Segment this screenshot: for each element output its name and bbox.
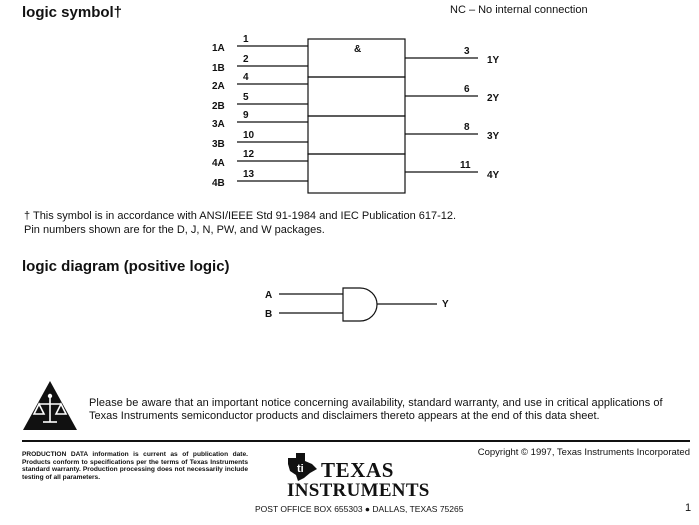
notice-line-1: Please be aware that an important notice concerning availability, standard warranty, and use in critical applications of bbox=[89, 397, 663, 409]
gate-box-2 bbox=[308, 77, 405, 116]
pin-6: 6 bbox=[464, 84, 470, 95]
pin-13: 13 bbox=[243, 169, 255, 180]
gate-symbol: & bbox=[354, 44, 362, 55]
and-gate-shape bbox=[343, 288, 377, 321]
label-3a: 3A bbox=[212, 119, 225, 130]
footer-rule bbox=[22, 440, 690, 442]
copyright: Copyright © 1997, Texas Instruments Incorporated bbox=[477, 447, 690, 458]
svg-text:ti: ti bbox=[297, 463, 304, 475]
address: POST OFFICE BOX 655303 ● DALLAS, TEXAS 75265 bbox=[255, 504, 464, 514]
label-4b: 4B bbox=[212, 178, 225, 189]
label-2b: 2B bbox=[212, 101, 225, 112]
gate-box-3 bbox=[308, 116, 405, 154]
label-1b: 1B bbox=[212, 63, 225, 74]
pin-12: 12 bbox=[243, 149, 255, 160]
ti-logo-icon bbox=[286, 452, 320, 482]
brand-texas: TEXAS bbox=[321, 458, 395, 482]
logic-symbol-diagram bbox=[0, 0, 699, 200]
input-a-label: A bbox=[265, 290, 273, 301]
label-4y: 4Y bbox=[487, 170, 500, 181]
label-2a: 2A bbox=[212, 81, 225, 92]
logic-symbol-heading: logic symbol† bbox=[22, 4, 123, 21]
production-data-note: PRODUCTION DATA information is current as of publication date. Products conform to specifications per the terms of Texas Instruments standard warranty. Production processing does not necessarily include testing of all parameters. bbox=[22, 451, 248, 481]
label-1a: 1A bbox=[212, 43, 225, 54]
and-gate-diagram bbox=[0, 280, 699, 330]
label-3y: 3Y bbox=[487, 131, 500, 142]
pin-2: 2 bbox=[243, 54, 249, 65]
pin-4: 4 bbox=[243, 72, 249, 83]
input-b-label: B bbox=[265, 309, 273, 320]
pin-9: 9 bbox=[243, 110, 249, 121]
output-y-label: Y bbox=[442, 299, 449, 310]
pin-8: 8 bbox=[464, 122, 470, 133]
pin-1: 1 bbox=[243, 34, 249, 45]
pin-5: 5 bbox=[243, 92, 249, 103]
pin-3: 3 bbox=[464, 46, 470, 57]
logic-diagram-heading: logic diagram (positive logic) bbox=[22, 258, 230, 275]
brand-instruments: INSTRUMENTS bbox=[287, 480, 430, 501]
gate-box-4 bbox=[308, 154, 405, 193]
notice-line-2: Texas Instruments semiconductor products and disclaimers thereto appears at the end of this data sheet. bbox=[89, 410, 600, 422]
label-4a: 4A bbox=[212, 158, 225, 169]
pin-10: 10 bbox=[243, 130, 255, 141]
page-number: 1 bbox=[685, 502, 692, 514]
label-2y: 2Y bbox=[487, 93, 500, 104]
label-1y: 1Y bbox=[487, 55, 500, 66]
footnote-line-2: Pin numbers shown are for the D, J, N, PW, and W packages. bbox=[24, 224, 325, 236]
footnote-line-1: † This symbol is in accordance with ANSI/IEEE Std 91-1984 and IEC Publication 617-12. bbox=[24, 210, 457, 222]
label-3b: 3B bbox=[212, 139, 225, 150]
pin-11: 11 bbox=[460, 160, 471, 171]
nc-note: NC – No internal connection bbox=[450, 4, 588, 16]
warning-scale-icon bbox=[22, 380, 78, 432]
